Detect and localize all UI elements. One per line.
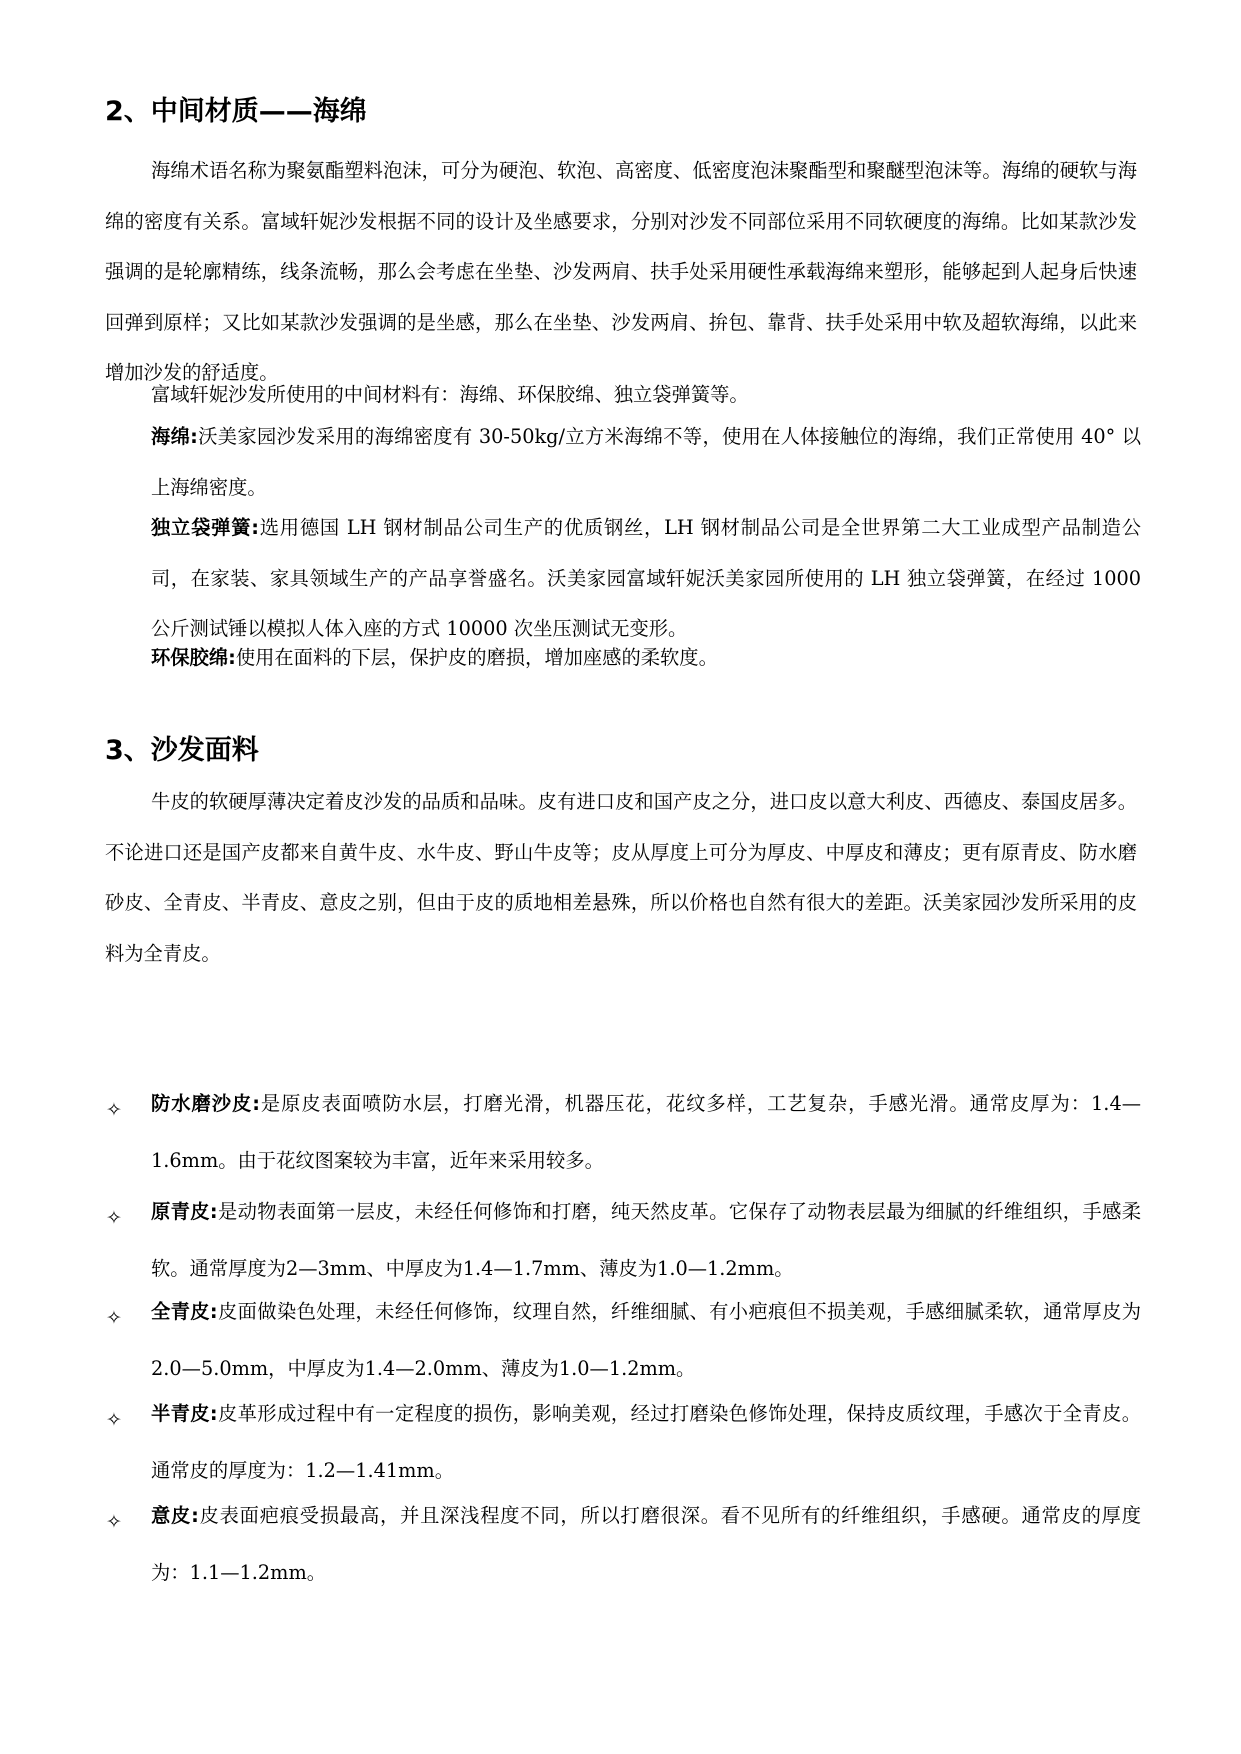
list-item [0, 1293, 1241, 1395]
item-sponge [151, 412, 1141, 513]
item-text: 选用德国 LH 钢材制品公司生产的优质钢丝，LH 钢材制品公司是全世界第二大工业成型产品制造公司，在家装、家具领域生产的产品享誉盛名。沃美家园富域轩妮沃美家园所使用的 LH 独立袋弹簧，在经过 1000 公斤测试锤以模拟人体入座的方式 10000 次坐压测试无变形。 [151, 516, 1141, 640]
section-3-heading: 3、沙发面料 [105, 735, 259, 766]
item-term: 全青皮: [151, 1300, 218, 1323]
item-text: 是原皮表面喷防水层，打磨光滑，机器压花，花纹多样，工艺复杂，手感光滑。通常皮厚为：1.4—1.6mm。由于花纹图案较为丰富，近年来采用较多。 [151, 1092, 1141, 1172]
item-text: 皮面做染色处理，未经任何修饰，纹理自然，纤维细腻、有小疤痕但不损美观，手感细腻柔软，通常厚皮为2.0—5.0mm，中厚皮为1.4—2.0mm、薄皮为1.0—1.2mm。 [151, 1300, 1141, 1380]
item-text: 沃美家园沙发采用的海绵密度有 30-50kg/立方米海绵不等，使用在人体接触位的海绵，我们正常使用 40° 以上海绵密度。 [151, 425, 1141, 499]
item-term: 半青皮: [151, 1402, 218, 1425]
item-term: 独立袋弹簧: [151, 516, 259, 539]
list-item [0, 1395, 1241, 1497]
section-3-intro: 牛皮的软硬厚薄决定着皮沙发的品质和品味。皮有进口皮和国产皮之分，进口皮以意大利皮、西德皮、泰国皮居多。不论进口还是国产皮都来自黄牛皮、水牛皮、野山牛皮等；皮从厚度上可分为厚皮、中厚皮和薄皮；更有原青皮、防水磨砂皮、全青皮、半青皮、意皮之别，但由于皮的质地相差悬殊，所以价格也自然有很大的差距。沃美家园沙发所采用的皮料为全青皮。 [105, 790, 1137, 965]
item-term: 防水磨沙皮: [151, 1092, 260, 1115]
item-text: 皮革形成过程中有一定程度的损伤，影响美观，经过打磨染色修饰处理，保持皮质纹理，手感次于全青皮。通常皮的厚度为：1.2—1.41mm。 [151, 1402, 1141, 1482]
leather-types-list [0, 1085, 1241, 1599]
item-term: 海绵: [151, 425, 198, 448]
item-eco-foam [151, 633, 1141, 684]
item-term: 原青皮: [151, 1200, 218, 1223]
item-text: 使用在面料的下层，保护皮的磨损，增加座感的柔软度。 [235, 646, 718, 669]
diamond-bullet-icon: ✧ [106, 1307, 122, 1329]
diamond-bullet-icon: ✧ [106, 1409, 122, 1431]
section-2-intro: 海绵术语名称为聚氨酯塑料泡沫，可分为硬泡、软泡、高密度、低密度泡沫聚酯型和聚醚型泡沫等。海绵的硬软与海绵的密度有关系。富域轩妮沙发根据不同的设计及坐感要求，分别对沙发不同部位采用不同软硬度的海绵。比如某款沙发强调的是轮廓精练，线条流畅，那么会考虑在坐垫、沙发两肩、扶手处采用硬性承载海绵来塑形，能够起到人起身后快速回弹到原样；又比如某款沙发强调的是坐感，那么在坐垫、沙发两肩、拚包、靠背、扶手处采用中软及超软海绵，以此来增加沙发的舒适度。 [105, 159, 1137, 384]
section-2-heading: 2、中间材质——海绵 [105, 96, 367, 127]
materials-line: 富域轩妮沙发所使用的中间材料有：海绵、环保胶绵、独立袋弹簧等。 [151, 383, 749, 406]
item-term: 环保胶绵: [151, 646, 236, 669]
item-term: 意皮: [151, 1504, 199, 1527]
item-pocket-spring [151, 503, 1141, 655]
diamond-bullet-icon: ✧ [106, 1207, 122, 1229]
diamond-bullet-icon: ✧ [106, 1511, 122, 1533]
item-text: 是动物表面第一层皮，未经任何修饰和打磨，纯天然皮革。它保存了动物表层最为细腻的纤维组织，手感柔软。通常厚度为2—3mm、中厚皮为1.4—1.7mm、薄皮为1.0—1.2mm。 [151, 1200, 1141, 1280]
list-item [0, 1085, 1241, 1193]
list-item [0, 1193, 1241, 1293]
list-item [0, 1497, 1241, 1599]
item-text: 皮表面疤痕受损最高，并且深浅程度不同，所以打磨很深。看不见所有的纤维组织，手感硬。通常皮的厚度为：1.1—1.2mm。 [151, 1504, 1141, 1584]
diamond-bullet-icon: ✧ [106, 1099, 122, 1121]
